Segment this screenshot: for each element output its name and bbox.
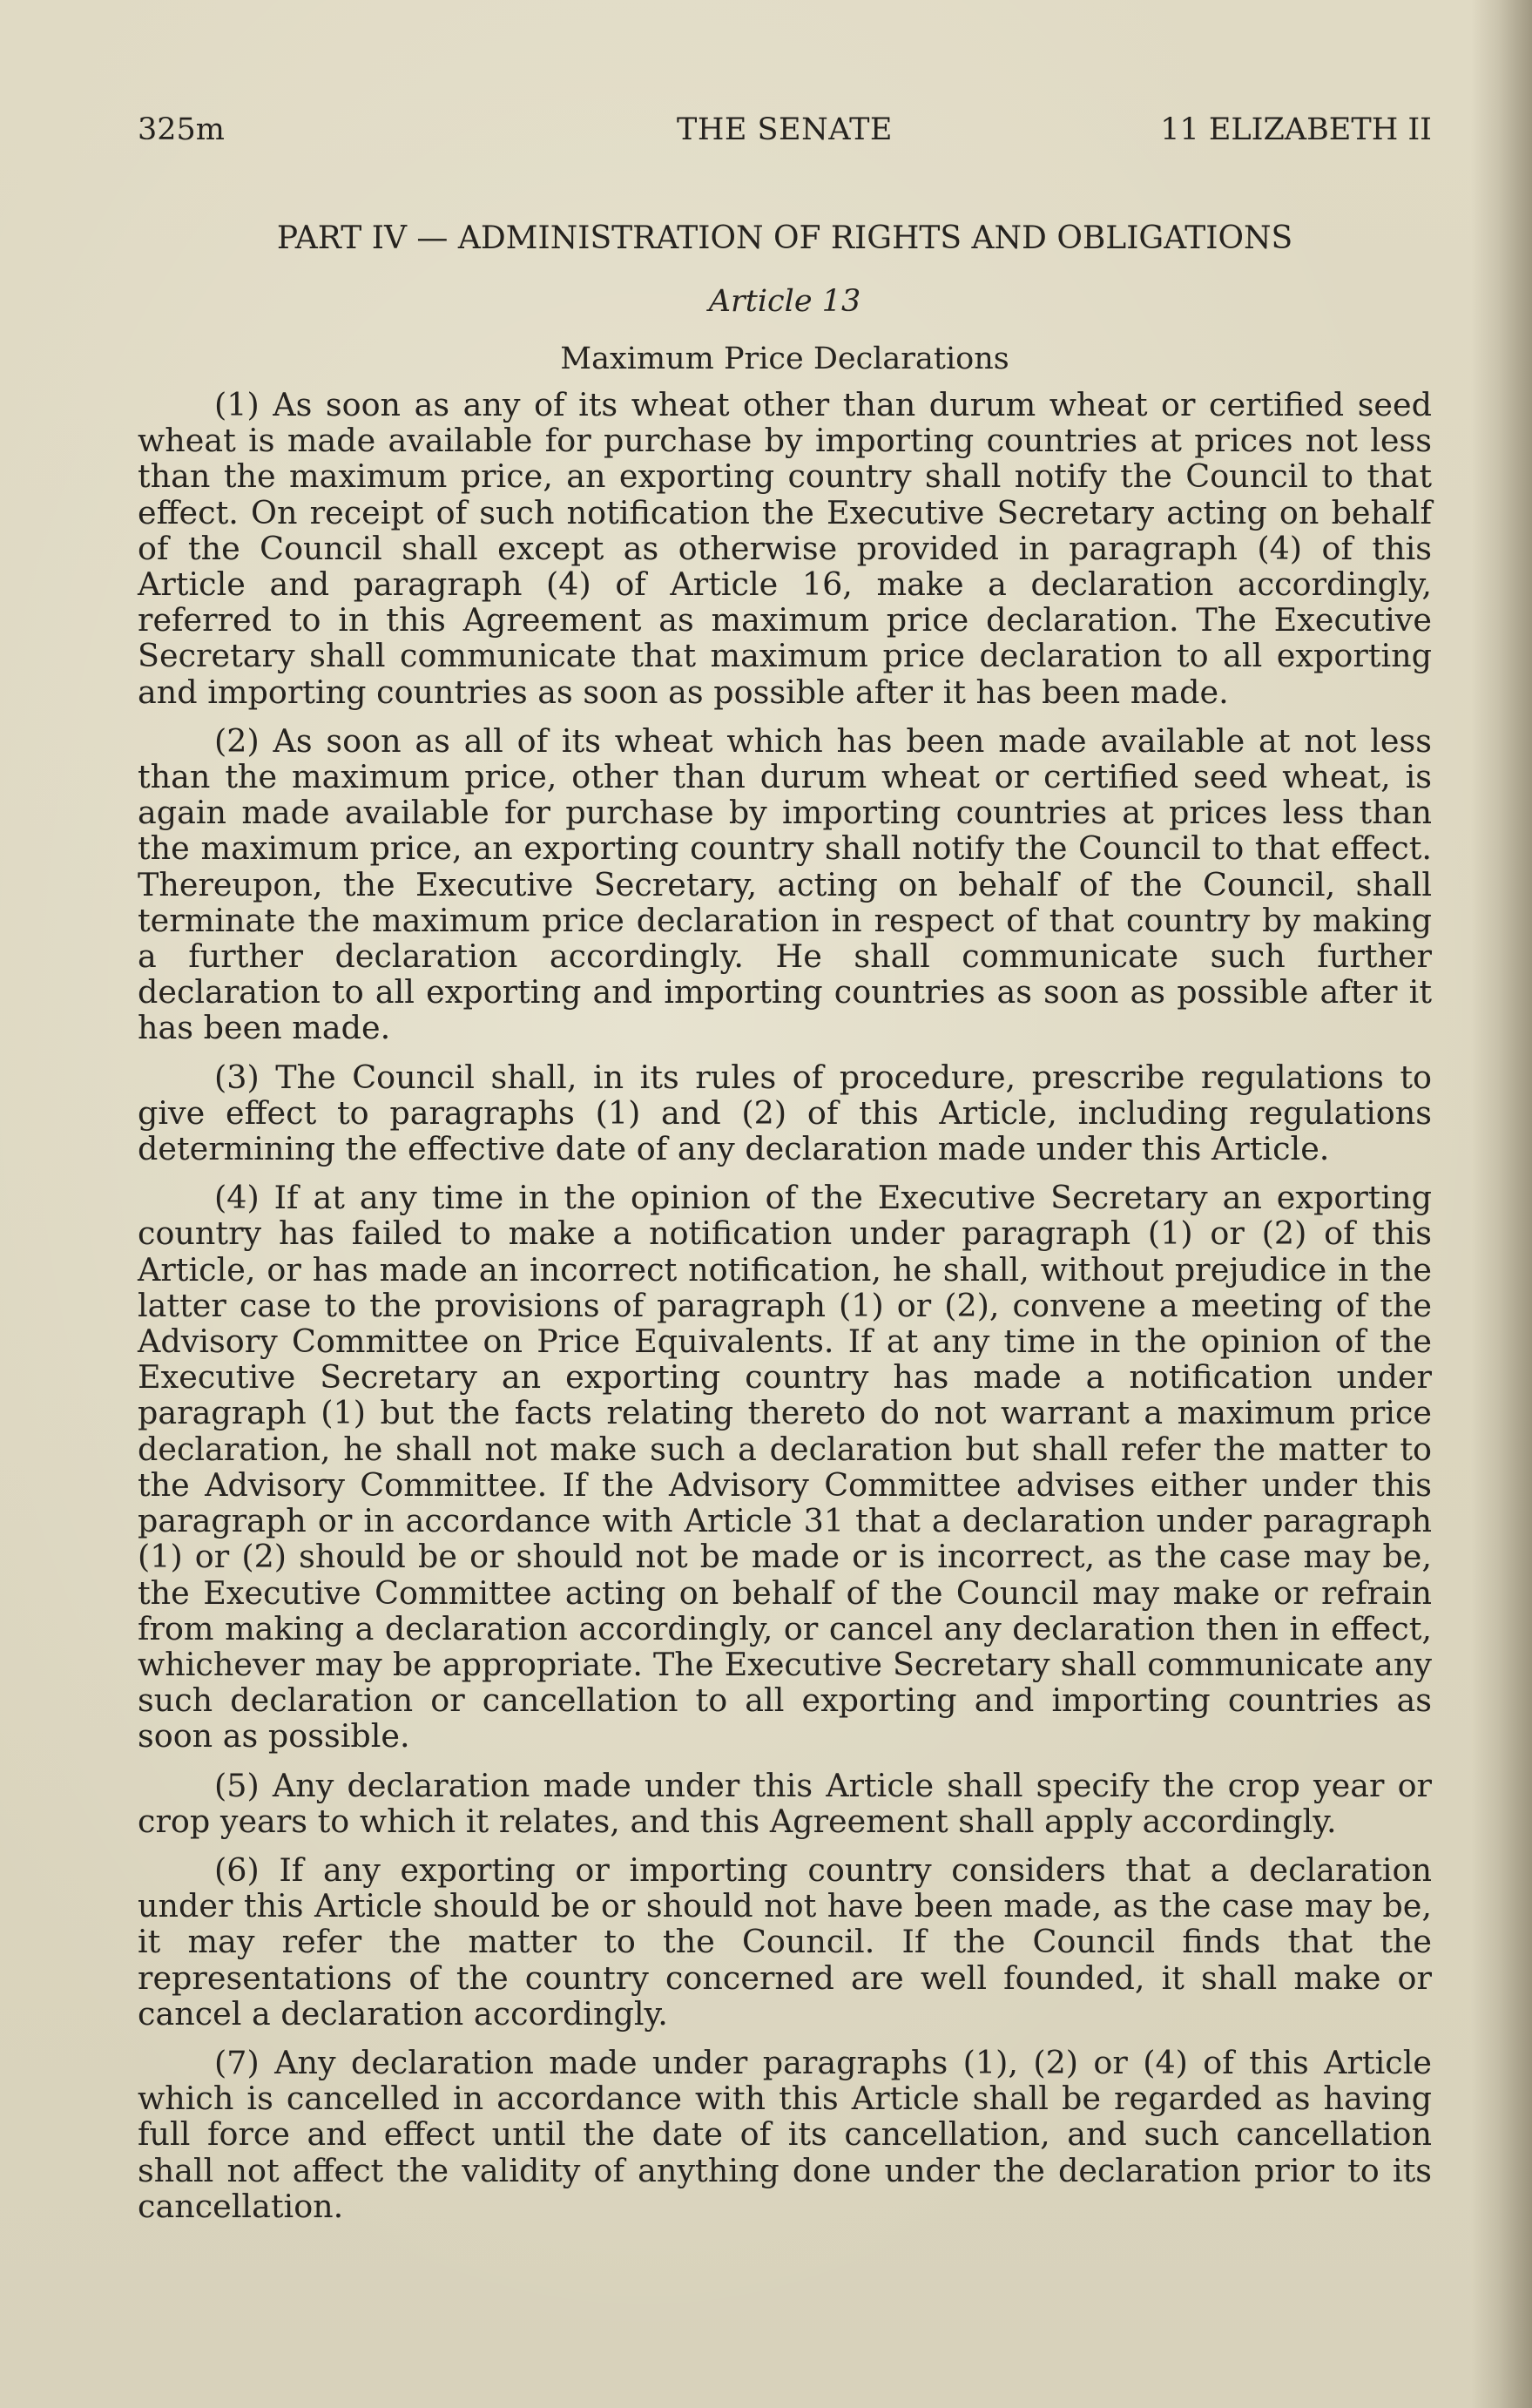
paragraph-4: (4) If at any time in the opinion of the Executive Secretary an exporting country has failed to make a notification under paragraph (1) or (2) of this Article, or has made an incorrect notification, he shall, without prejudice in the latter case to the provisions of paragraph (1) or (2), convene a meeting of the Advisory Committee on Price Equivalents. If at any time in the opinion of the Executive Secretary an exporting country has made a notification under paragraph (1) but the facts relating thereto do not warrant a maximum price declaration, he shall not make such a declaration but shall refer the matter to the Advisory Committee. If the Advisory Committee advises either under this paragraph or in accordance with Article 31 that a declaration under paragraph (1) or (2) should be or should not be made or is incorrect, as the case may be, the Executive Committee acting on behalf of the Council may make or refrain from making a declaration accordingly, or cancel any declaration then in effect, whichever may be appropriate. The Executive Secretary shall communicate any such declaration or cancellation to all exporting and importing countries as soon as possible. (138, 1179, 1432, 1755)
part-title: PART IV — ADMINISTRATION OF RIGHTS AND OBLIGATIONS (276, 220, 1293, 256)
page-edge-shadow (1471, 0, 1532, 2408)
paragraph-3: (3) The Council shall, in its rules of procedure, prescribe regulations to give effect to paragraphs (1) and (2) of this Article, including regulations determining the effective date of any declaration made under this Article. (138, 1058, 1432, 1168)
running-title: THE SENATE (677, 112, 893, 147)
article-number: Article 13 (708, 284, 861, 319)
running-header (138, 108, 1432, 152)
paragraph-7: (7) Any declaration made under paragraphs (1), (2) or (4) of this Article which is cancelled in accordance with this Article shall be regarded as having full force and effect until the date of its cancellation, and such cancellation shall not affect the validity of anything done under the declaration prior to its cancellation. (138, 2043, 1432, 2225)
paragraph-6: (6) If any exporting or importing country considers that a declaration under this Article should be or should not have been made, as the case may be, it may refer the matter to the Council. If the Council finds that the representations of the country concerned are well founded, it shall make or cancel a declaration accordingly. (138, 1850, 1432, 2033)
paragraph-1: (1) As soon as any of its wheat other than durum wheat or certified seed wheat is made available for purchase by importing countries at prices not less than the maximum price, an exporting country shall notify the Council to that effect. On receipt of such notification the Executive Secretary acting on behalf of the Council shall except as otherwise provided in paragraph (4) of this Article and paragraph (4) of Article 16, make a declaration accordingly, referred to in this Agreement as maximum price declaration. The Executive Secretary shall communicate that maximum price declaration to all exporting and importing countries as soon as possible after it has been made. (138, 386, 1432, 711)
page-number: 325m (138, 112, 225, 147)
article-heading: Maximum Price Declarations (560, 342, 1009, 376)
regnal-year: 11 ELIZABETH II (1160, 112, 1432, 147)
paragraph-5: (5) Any declaration made under this Article shall specify the crop year or crop years to which it relates, and this Agreement shall apply accordingly. (138, 1766, 1432, 1840)
article-body (138, 387, 1432, 2237)
paragraph-2: (2) As soon as all of its wheat which has been made available at not less than the maximum price, other than durum wheat or certified seed wheat, is again made available for purchase by importing countries at prices less than the maximum price, an exporting country shall notify the Council to that effect. Thereupon, the Executive Secretary, acting on behalf of the Council, shall terminate the maximum price declaration in respect of that country by making a further declaration accordingly. He shall communicate such further declaration to all exporting and importing countries as soon as possible after it has been made. (138, 721, 1432, 1047)
